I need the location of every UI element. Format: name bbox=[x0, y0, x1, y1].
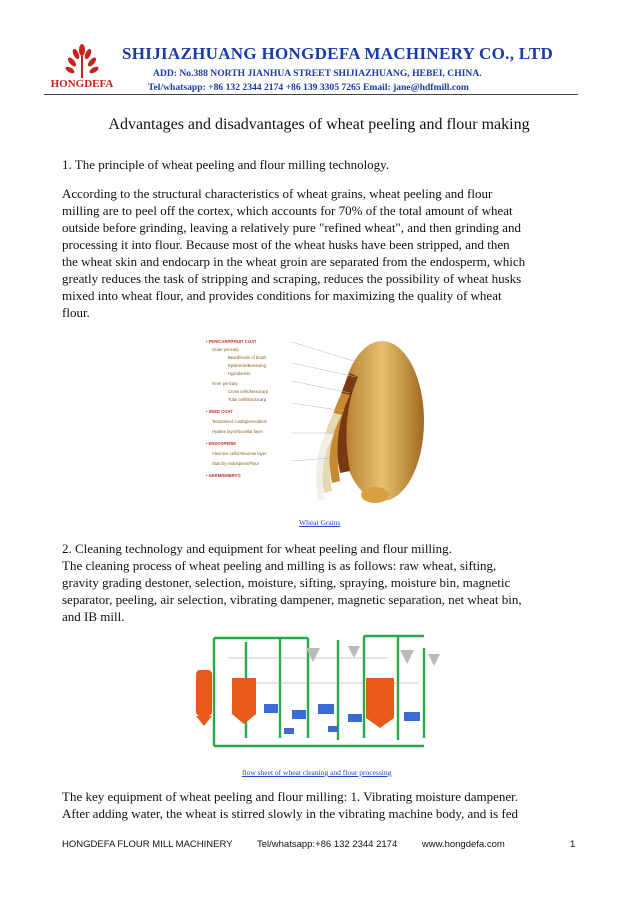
fig1-label: Epidermis/Beeswing bbox=[228, 363, 266, 368]
section3-body bbox=[62, 788, 582, 822]
fig1-label: Hyaline layer/Nucellar layer bbox=[212, 429, 263, 434]
fig1-label: Outer pericarp bbox=[212, 347, 239, 352]
machine bbox=[318, 704, 334, 714]
text-line: milling are to peel off the cortex, which accounts for 70% of the total amount of wheat bbox=[62, 203, 513, 218]
machine bbox=[404, 712, 420, 721]
page-footer bbox=[62, 839, 527, 850]
section1-body bbox=[62, 185, 582, 321]
text-line: outside before grinding, leaving a relatively pure "refined wheat", and then grinding and bbox=[62, 220, 521, 235]
text-line: the wheat skin and endocarp in the wheat groin are separated from the endosperm, which bbox=[62, 254, 526, 269]
wheat-grain-figure bbox=[200, 333, 440, 513]
machine bbox=[292, 710, 306, 719]
text-line: separator, peeling, air selection, vibrating dampener, magnetic separation, net wheat bin, bbox=[62, 592, 522, 607]
text-line: gravity grading destoner, selection, moisture, sifting, spraying, moisture bin, magnetic bbox=[62, 575, 511, 590]
fig1-label: Hypodermis bbox=[228, 371, 251, 376]
document-title: Advantages and disadvantages of wheat peeling and flour making bbox=[108, 116, 530, 133]
fig1-label: Inner pericarp bbox=[212, 381, 238, 386]
footer-web: www.hongdefa.com bbox=[421, 839, 505, 850]
fig1-label: Beard/Hairs of brush bbox=[228, 355, 267, 360]
fig1-label: Testa/Seed coat/Spermoderm bbox=[212, 419, 268, 424]
logo-text: HONGDEFA bbox=[50, 78, 114, 90]
text-line: According to the structural characteristics of wheat grains, wheat peeling and flour bbox=[62, 186, 493, 201]
tempering-bin bbox=[232, 678, 256, 714]
machine bbox=[348, 714, 362, 722]
fig1-label: Starchy endosperm/Flour bbox=[212, 461, 260, 466]
clean-wheat-bin bbox=[366, 678, 394, 718]
section2-heading: 2. Cleaning technology and equipment for wheat peeling and flour milling. bbox=[62, 541, 452, 556]
text-line: mixed into wheat flour, and provides conditions for maximizing the quality of wheat bbox=[62, 288, 502, 303]
company-contact: Tel/whatsapp: +86 132 2344 2174 +86 139 3305 7265 Email: jane@hdfmill.com bbox=[148, 82, 469, 93]
fig1-label: • ENDOSPERM bbox=[206, 441, 236, 446]
text-line: and IB mill. bbox=[62, 609, 125, 624]
page-number: 1 bbox=[570, 839, 576, 850]
fig1-label: Tube cells/Endocarp bbox=[228, 397, 267, 402]
flow-sheet-figure bbox=[188, 628, 450, 758]
section1-heading: 1. The principle of wheat peeling and flour milling technology. bbox=[62, 157, 390, 172]
text-line: flour. bbox=[62, 305, 90, 320]
machine bbox=[264, 704, 278, 713]
raw-wheat-bin bbox=[196, 670, 212, 716]
section2-body bbox=[62, 540, 582, 625]
fig1-label: • GERM/EMBRYO bbox=[206, 473, 241, 478]
text-line: greatly reduces the task of stripping and scraping, reduces the possibility of wheat husks bbox=[62, 271, 522, 286]
figure2-caption[interactable]: flow sheet of wheat cleaning and flour processing bbox=[242, 768, 392, 777]
fig1-label: Aleurone cells/Aleurone layer bbox=[212, 451, 267, 456]
footer-company: HONGDEFA FLOUR MILL MACHINERY bbox=[62, 839, 233, 850]
grain-body bbox=[340, 341, 424, 501]
fig1-label: • SEED COAT bbox=[206, 409, 233, 414]
company-name: SHIJIAZHUANG HONGDEFA MACHINERY CO., LTD bbox=[122, 44, 554, 63]
company-logo bbox=[44, 40, 120, 92]
grain-germ bbox=[361, 487, 389, 503]
text-line: The cleaning process of wheat peeling and milling is as follows: raw wheat, sifting, bbox=[62, 558, 497, 573]
company-address: ADD: No.388 NORTH JIANHUA STREET SHIJIAZHUANG, HEBEI, CHINA. bbox=[153, 68, 482, 79]
footer-tel: Tel/whatsapp:+86 132 2344 2174 bbox=[256, 839, 398, 850]
figure1-caption[interactable]: Wheat Grains bbox=[299, 518, 341, 527]
text-line: After adding water, the wheat is stirred slowly in the vibrating machine body, and is fed bbox=[62, 806, 519, 821]
fig1-label: • PERICARP/FRUIT COAT bbox=[206, 339, 257, 344]
fig1-label: Cross cells/Mesocarp bbox=[228, 389, 269, 394]
text-line: The key equipment of wheat peeling and flour milling: 1. Vibrating moisture dampener. bbox=[62, 789, 519, 804]
text-line: processing it into flour. Because most of the wheat husks have been stripped, and then bbox=[62, 237, 510, 252]
header-divider bbox=[44, 94, 578, 95]
